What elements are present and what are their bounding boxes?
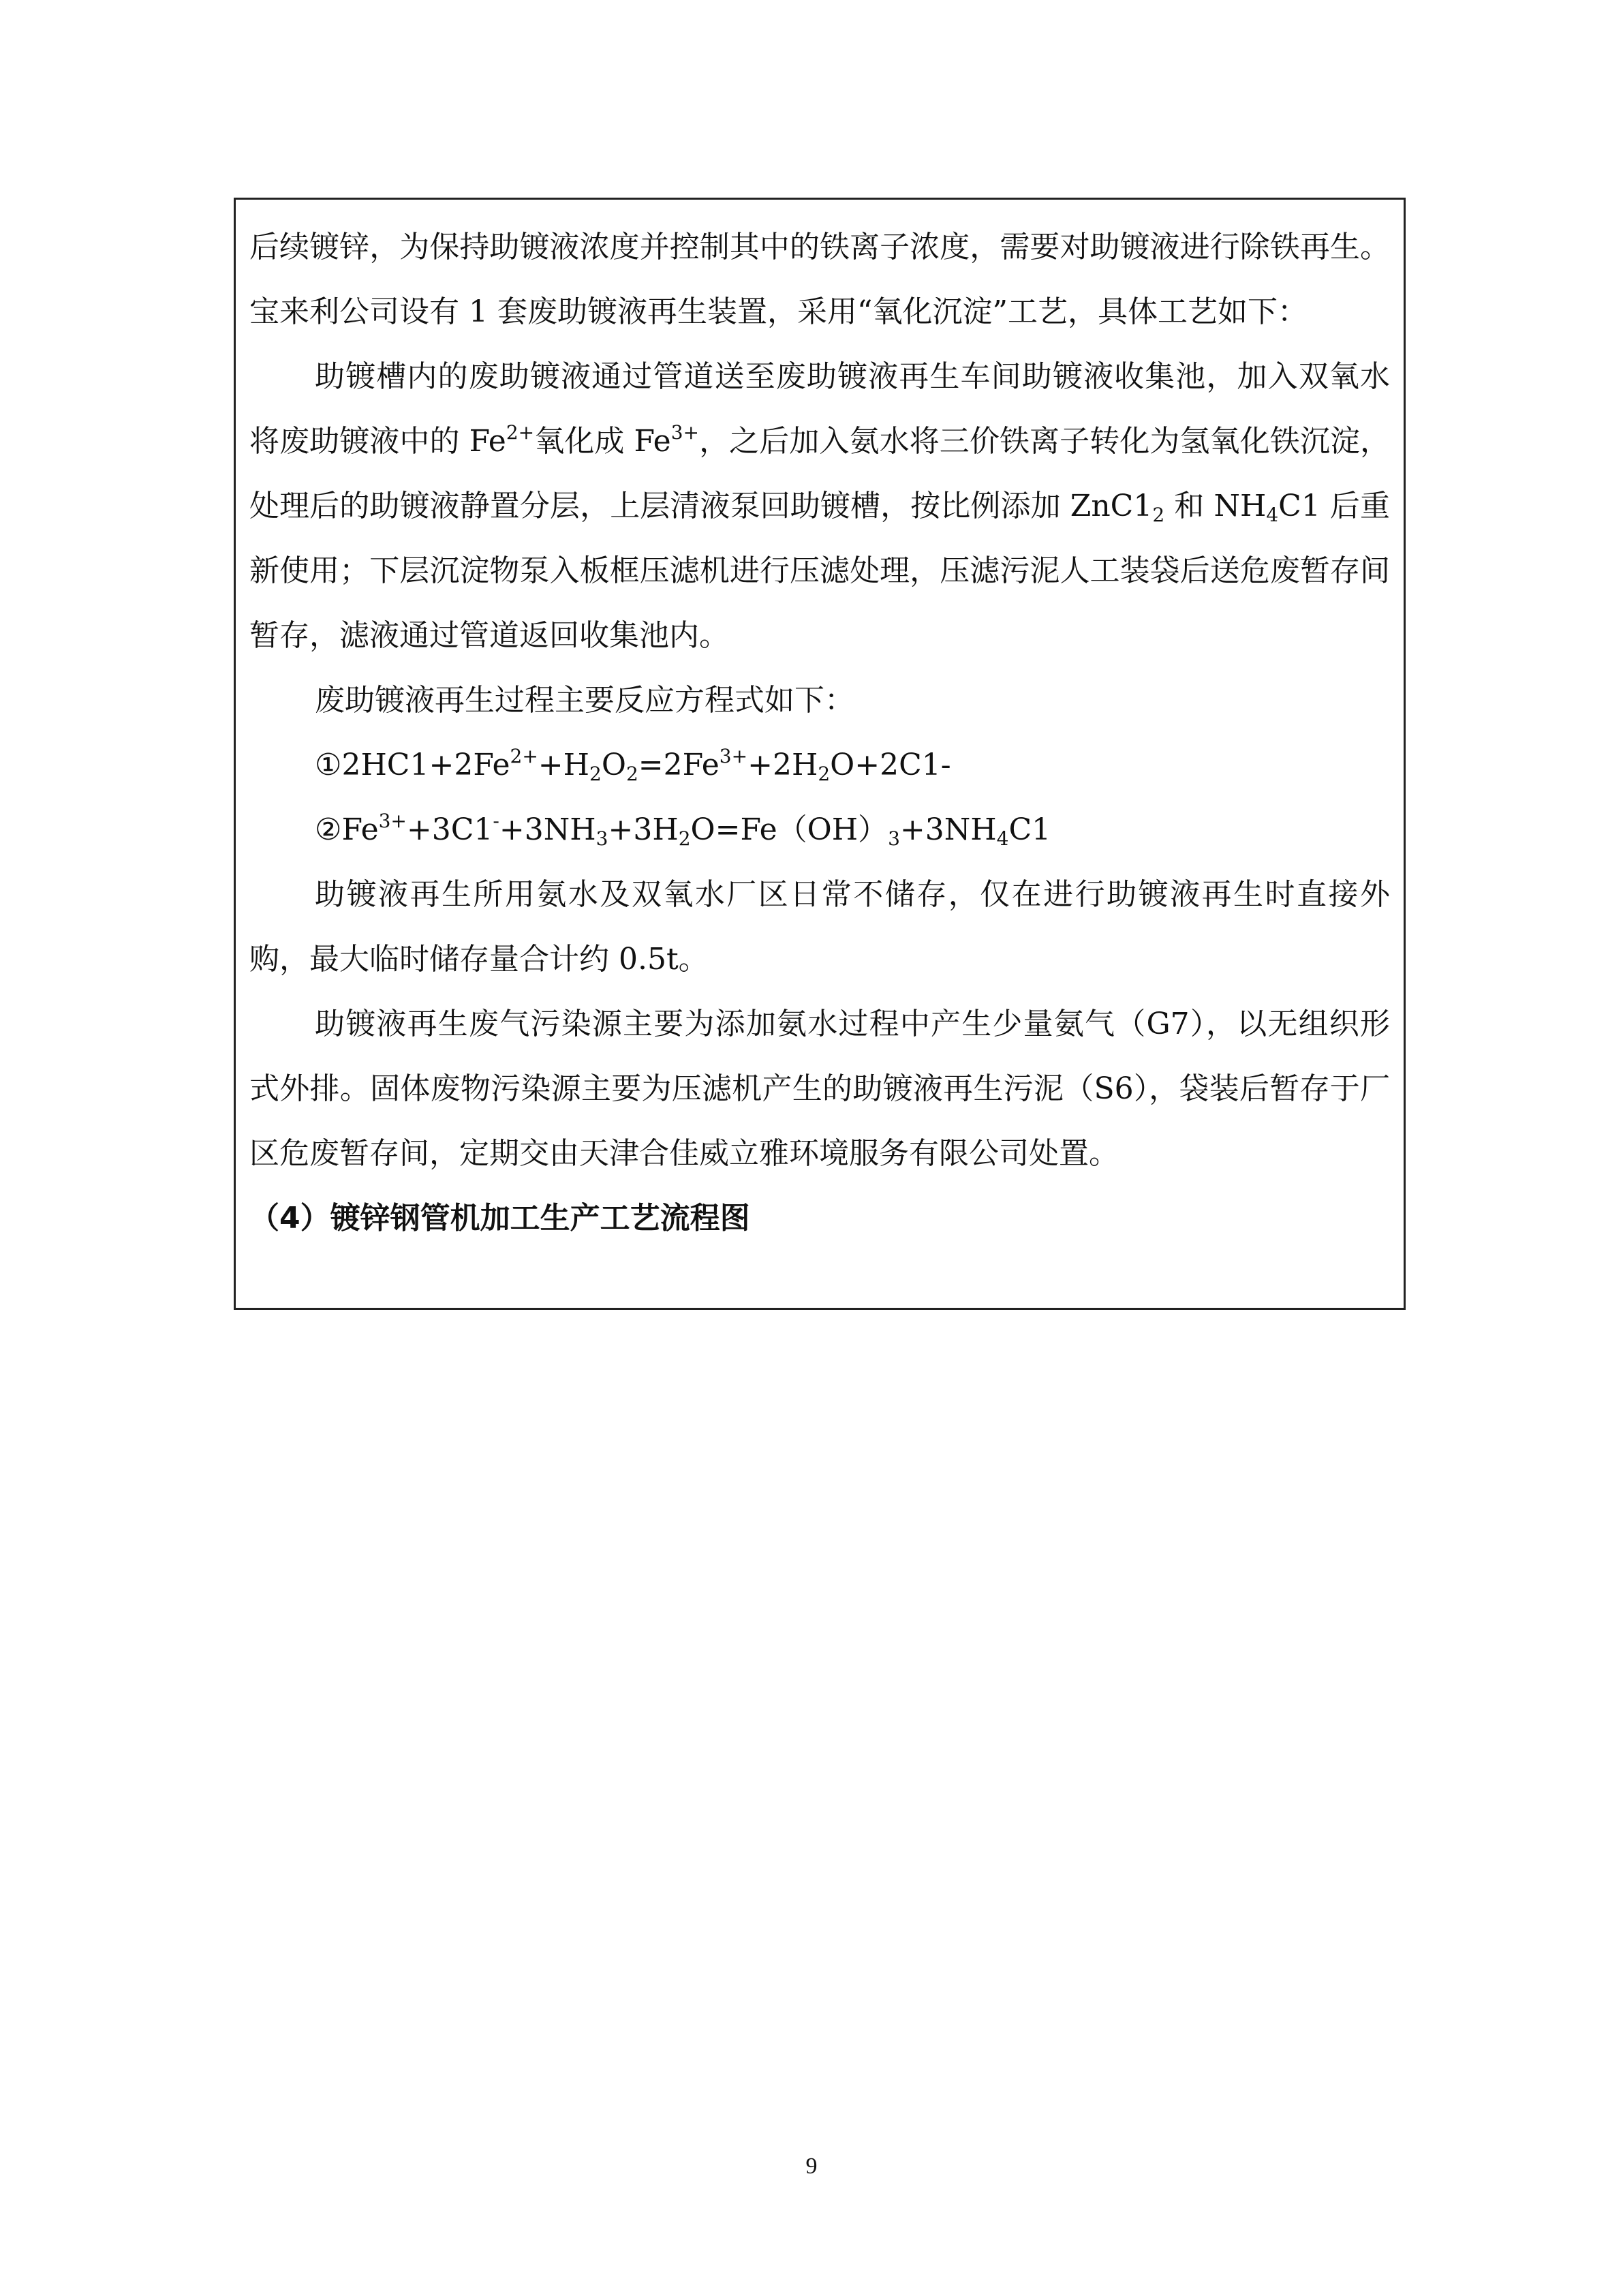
- superscript: 3+: [378, 810, 407, 832]
- text-run: +3H: [608, 812, 679, 847]
- text-run: O=Fe（OH）: [690, 812, 888, 847]
- text-run: =2Fe: [638, 748, 720, 782]
- content-box: [234, 198, 1406, 1310]
- superscript: -: [493, 810, 499, 832]
- text-run: C1 后重新使用；下层沉淀物泵入板框压滤机进行压滤处理，压滤污泥人工装袋后送危废暂存间暂存，滤液通过管道返回收集池内。: [249, 489, 1391, 653]
- superscript: 3+: [719, 745, 748, 767]
- paragraph-storage: 助镀液再生所用氨水及双氧水厂区日常不储存，仅在进行助镀液再生时直接外购，最大临时储存量合计约 0.5t。: [249, 877, 1390, 977]
- subscript: 2: [625, 763, 638, 785]
- subscript: 2: [1152, 504, 1165, 526]
- text-run: ②Fe: [315, 812, 379, 847]
- text-run: +2H: [747, 748, 818, 782]
- subscript: 2: [678, 827, 691, 850]
- subscript: 4: [996, 827, 1009, 850]
- text-run: +H: [538, 748, 590, 782]
- page-number: 9: [805, 2154, 818, 2179]
- text-run: 和 NH: [1164, 489, 1267, 523]
- text-run: C1: [1008, 812, 1051, 847]
- text-run: O: [601, 748, 626, 782]
- text-run: 助镀槽内的废助镀液通过管道送至废助镀液再生车间助镀液收集池，加入双氧水将废助镀液中的 Fe: [249, 359, 1390, 459]
- paragraph-process-description: [249, 344, 1390, 668]
- paragraph-pollution-sources: 助镀液再生废气污染源主要为添加氨水过程中产生少量氨气（G7），以无组织形式外排。固体废物污染源主要为压滤机产生的助镀液再生污泥（S6），袋装后暂存于厂区危废暂存间，定期交由天津合佳威立雅环境服务有限公司处置。: [249, 1007, 1390, 1171]
- paragraph-continuation: 后续镀锌，为保持助镀液浓度并控制其中的铁离子浓度，需要对助镀液进行除铁再生。宝来利公司设有 1 套废助镀液再生装置，采用“氧化沉淀”工艺，具体工艺如下：: [249, 230, 1390, 329]
- equation-2: [249, 797, 1390, 862]
- equation-1: [249, 733, 1390, 797]
- text-run: 氧化成 Fe: [534, 424, 671, 459]
- text-run: +3NH: [499, 812, 596, 847]
- superscript: 2+: [506, 421, 535, 444]
- text-run: ①2HC1+2Fe: [315, 748, 510, 782]
- text-run: +3NH: [899, 812, 997, 847]
- subscript: 3: [888, 827, 900, 850]
- section-heading: （4）镀锌钢管机加工生产工艺流程图: [249, 1201, 750, 1236]
- subscript: 4: [1266, 504, 1279, 526]
- paragraph-equations-intro: 废助镀液再生过程主要反应方程式如下：: [315, 683, 854, 718]
- subscript: 2: [589, 763, 602, 785]
- text-run: +3C1: [406, 812, 493, 847]
- text-run: ，之后加入氨水将三价铁离子转化为氢氧化铁沉淀，处理后的助镀液静置分层，上层清液泵回助镀槽，按比例添加 ZnC1: [249, 424, 1390, 523]
- superscript: 2+: [510, 745, 538, 767]
- superscript: 3+: [670, 421, 699, 444]
- subscript: 3: [596, 827, 608, 850]
- subscript: 2: [818, 763, 831, 785]
- text-run: O+2C1-: [830, 748, 951, 782]
